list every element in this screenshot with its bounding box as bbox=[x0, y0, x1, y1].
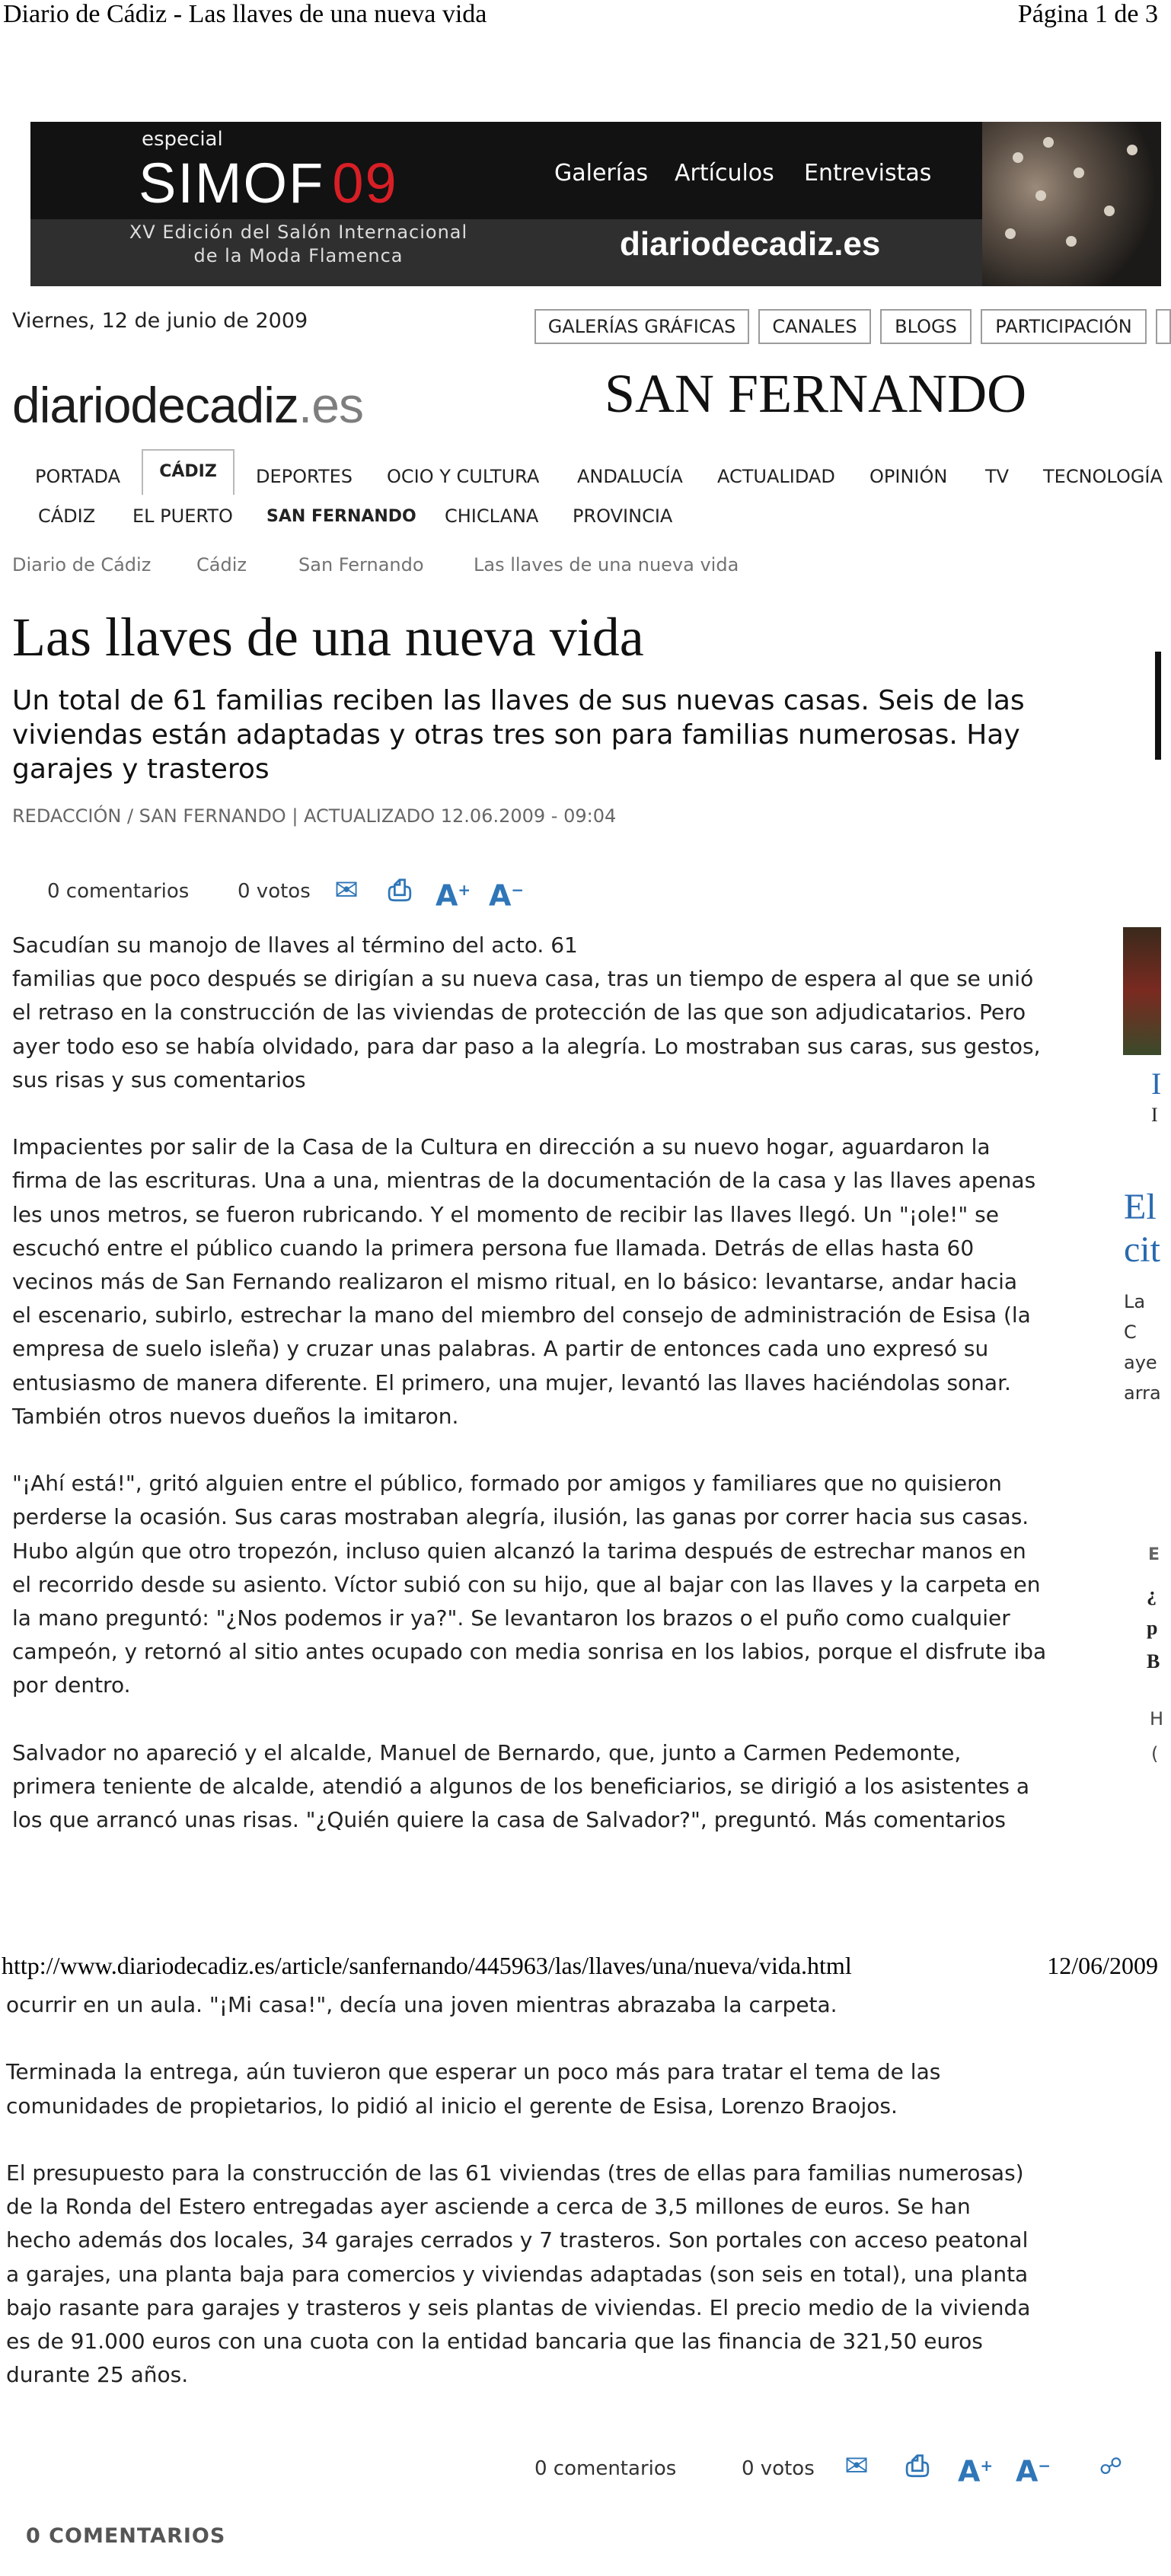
article-body-page1 bbox=[12, 929, 1063, 1837]
tab-overflow[interactable] bbox=[1156, 309, 1171, 344]
banner-domain: diariodecadiz.es bbox=[620, 225, 881, 263]
nav-andalucia[interactable]: ANDALUCÍA bbox=[577, 466, 683, 487]
tab-blogs[interactable]: BLOGS bbox=[880, 309, 972, 344]
right-fragment: ( bbox=[1151, 1743, 1159, 1765]
email-icon[interactable]: ✉ bbox=[844, 2449, 869, 2482]
banner-link-galerias[interactable]: Galerías bbox=[554, 160, 649, 187]
subnav-el-puerto[interactable]: EL PUERTO bbox=[132, 505, 233, 527]
breadcrumb-item[interactable]: Diario de Cádiz bbox=[12, 554, 152, 575]
right-column-photo[interactable] bbox=[1123, 927, 1161, 1055]
font-decrease-icon[interactable]: A− bbox=[1016, 2454, 1051, 2488]
banner-especial: especial bbox=[142, 128, 223, 151]
right-column-bar bbox=[1155, 652, 1161, 760]
tab-galerias-graficas[interactable]: GALERÍAS GRÁFICAS bbox=[534, 309, 749, 344]
nav-deportes[interactable]: DEPORTES bbox=[256, 466, 353, 487]
paragraph: "¡Ahí está!", gritó alguien entre el público, formado por amigos y familiares que no quisieron perderse la ocasión. Sus caras mostraban alegría, ilusión, las ganas por correr hacia sus casas. Hubo algún que otro tropezón, incluso quien alcanzó la tarima después de estrechar manos en el recorrido desde su asiento. Víctor subió con su hijo, que al bajar con las llaves y la carpeta en la mano preguntó: "¿Nos podemos ir ya?". Se levantaron los brazos o el puño como cualquier campeón, y retornó al sitio antes ocupado con media sonrisa en los labios, porque el disfrute iba por dentro. bbox=[12, 1471, 1047, 1698]
breadcrumb-current: Las llaves de una nueva vida bbox=[474, 554, 739, 575]
right-fragment: p bbox=[1147, 1617, 1158, 1639]
article-tools-bottom bbox=[0, 2444, 1161, 2489]
right-fragment: H bbox=[1150, 1708, 1164, 1730]
right-column-headline[interactable]: El cit bbox=[1124, 1187, 1160, 1270]
banner-decoration-image bbox=[982, 122, 1161, 286]
paragraph: El presupuesto para la construcción de las 61 viviendas (tres de ellas para familias numerosas) de la Ronda del Estero entregadas ayer asciende a cerca de 3,5 millones de euros. Se han hecho además dos locales, 34 garajes cerrados y 7 trasteros. Son portales con acceso peatonal a garajes, una planta baja para comercios y viviendas adaptadas (son seis en total), una planta bajo rasante para garajes y trasteros y seis plantas de viviendas. El precio medio de la vivienda es de 91.000 euros con una cuota con la entidad bancaria que las financia de 321,50 euros durante 25 años. bbox=[6, 2160, 1031, 2388]
font-increase-icon[interactable]: A+ bbox=[436, 878, 471, 913]
share-icon[interactable]: ☍ bbox=[1099, 2453, 1123, 2480]
tab-canales[interactable]: CANALES bbox=[758, 309, 871, 344]
paragraph: Terminada la entrega, aún tuvieron que esperar un poco más para tratar el tema de las comunidades de propietarios, lo pidió al inicio el gerente de Esisa, Lorenzo Braojos. bbox=[6, 2059, 941, 2119]
subnav-chiclana[interactable]: CHICLANA bbox=[445, 505, 539, 527]
paragraph: Impacientes por salir de la Casa de la Cultura en dirección a su nuevo hogar, aguardaron la firma de las escrituras. Una a una, mientras de la documentación de la casa y las llaves apenas les unos metros, se fueron rubricando. Y el momento de recibir las llaves llegó. Un "¡ole!" se escuchó entre el público cuando la primera persona fue llamada. Detrás de ellas hasta 60 vecinos más de San Fernando realizaron el mismo ritual, en lo básico: levantarse, andar hacia el escenario, subirlo, estrechar la mano del miembro del consejo de administración de Esisa (la empresa de suelo isleña) y cruzar unas palabras. A partir de entonces cada uno expresó su entusiasmo de manera diferente. El primero, una mujer, levantó las llaves haciéndolas sonar. También otros nuevos dueños la imitaron. bbox=[12, 1134, 1036, 1429]
comments-count[interactable]: 0 comentarios bbox=[47, 880, 190, 903]
article-body-page2 bbox=[6, 1988, 1148, 2392]
banner-link-articulos[interactable]: Artículos bbox=[675, 160, 774, 187]
section-title: SAN FERNANDO bbox=[605, 363, 1027, 424]
article-subhead: Un total de 61 familias reciben las llaves de sus nuevas casas. Seis de las viviendas están adaptadas y otras tres son para familias numerosas. Hay garajes y trasteros bbox=[12, 685, 1025, 785]
print-url: http://www.diariodecadiz.es/article/sanfernando/445963/las/llaves/una/nueva/vida.html bbox=[2, 1952, 852, 1979]
banner-simof-title: SIMOF 09 bbox=[139, 151, 398, 215]
font-increase-icon[interactable]: A+ bbox=[958, 2454, 994, 2488]
print-title: Diario de Cádiz - Las llaves de una nueva vida bbox=[3, 0, 487, 28]
nav-tecnologia[interactable]: TECNOLOGÍA bbox=[1043, 466, 1163, 487]
comments-count-bottom[interactable]: 0 comentarios bbox=[534, 2457, 677, 2480]
email-icon[interactable]: ✉ bbox=[334, 873, 359, 907]
article-tools bbox=[0, 868, 1066, 913]
paragraph: Sacudían su manojo de llaves al término del acto. 61 familias que poco después se dirigían a su nueva casa, tras un tiempo de espera al que se unió el retraso en la construcción de las viviendas de protección de las que son adjudicatarios. Pero ayer todo eso se había olvidado, para dar paso a la alegría. Lo mostraban sus caras, sus gestos, sus risas y sus comentarios bbox=[12, 933, 1041, 1092]
right-fragment: ¿ bbox=[1147, 1583, 1157, 1605]
right-fragment: I bbox=[1151, 1104, 1158, 1126]
right-fragment: I bbox=[1151, 1066, 1162, 1101]
banner-link-entrevistas[interactable]: Entrevistas bbox=[804, 160, 932, 187]
print-date: 12/06/2009 bbox=[1047, 1952, 1158, 1979]
article-headline: Las llaves de una nueva vida bbox=[12, 607, 644, 668]
site-logo[interactable]: diariodecadiz.es bbox=[12, 377, 363, 433]
nav-actualidad[interactable]: ACTUALIDAD bbox=[717, 466, 835, 487]
subnav-cadiz[interactable]: CÁDIZ bbox=[38, 505, 96, 527]
right-fragment: E bbox=[1148, 1545, 1160, 1564]
paragraph: Salvador no apareció y el alcalde, Manuel de Bernardo, que, junto a Carmen Pedemonte, primera teniente de alcalde, atendió a algunos de los beneficiarios, se dirigió a los asistentes a los que arrancó unas risas. "¿Quién quiere la casa de Salvador?", preguntó. Más comentarios bbox=[12, 1739, 1030, 1833]
nav-portada[interactable]: PORTADA bbox=[35, 466, 120, 487]
subnav-san-fernando[interactable]: SAN FERNANDO bbox=[266, 507, 416, 526]
nav-cadiz[interactable]: CÁDIZ bbox=[142, 449, 235, 495]
right-fragment: B bbox=[1147, 1650, 1160, 1672]
paragraph: ocurrir en un aula. "¡Mi casa!", decía una joven mientras abrazaba la carpeta. bbox=[6, 1992, 838, 2017]
print-icon[interactable]: ⎙ bbox=[905, 2449, 930, 2482]
nav-tv[interactable]: TV bbox=[985, 466, 1010, 487]
banner-edition: XV Edición del Salón Internacional de la Moda Flamenca bbox=[129, 222, 468, 266]
current-date: Viernes, 12 de junio de 2009 bbox=[12, 309, 308, 333]
nav-opinion[interactable]: OPINIÓN bbox=[869, 466, 948, 487]
votes-count-bottom: 0 votos bbox=[742, 2457, 815, 2480]
comments-heading: 0 COMENTARIOS bbox=[26, 2524, 226, 2548]
main-nav bbox=[0, 449, 1161, 495]
print-icon[interactable]: ⎙ bbox=[388, 873, 412, 907]
breadcrumb-item[interactable]: Cádiz bbox=[196, 554, 247, 575]
tab-participacion[interactable]: PARTICIPACIÓN bbox=[981, 309, 1147, 344]
font-decrease-icon[interactable]: A− bbox=[489, 878, 525, 913]
subnav-provincia[interactable]: PROVINCIA bbox=[573, 505, 673, 527]
breadcrumb-item[interactable]: San Fernando bbox=[298, 554, 424, 575]
article-byline: REDACCIÓN / SAN FERNANDO | ACTUALIZADO 12.06.2009 - 09:04 bbox=[12, 805, 617, 827]
simof-banner[interactable] bbox=[30, 122, 1161, 286]
votes-count: 0 votos bbox=[238, 880, 311, 903]
print-header bbox=[0, 0, 1161, 33]
nav-ocio-y-cultura[interactable]: OCIO Y CULTURA bbox=[387, 466, 540, 487]
print-page-number: Página 1 de 3 bbox=[1017, 0, 1158, 28]
right-column-text: La C aye arra bbox=[1124, 1291, 1161, 1404]
